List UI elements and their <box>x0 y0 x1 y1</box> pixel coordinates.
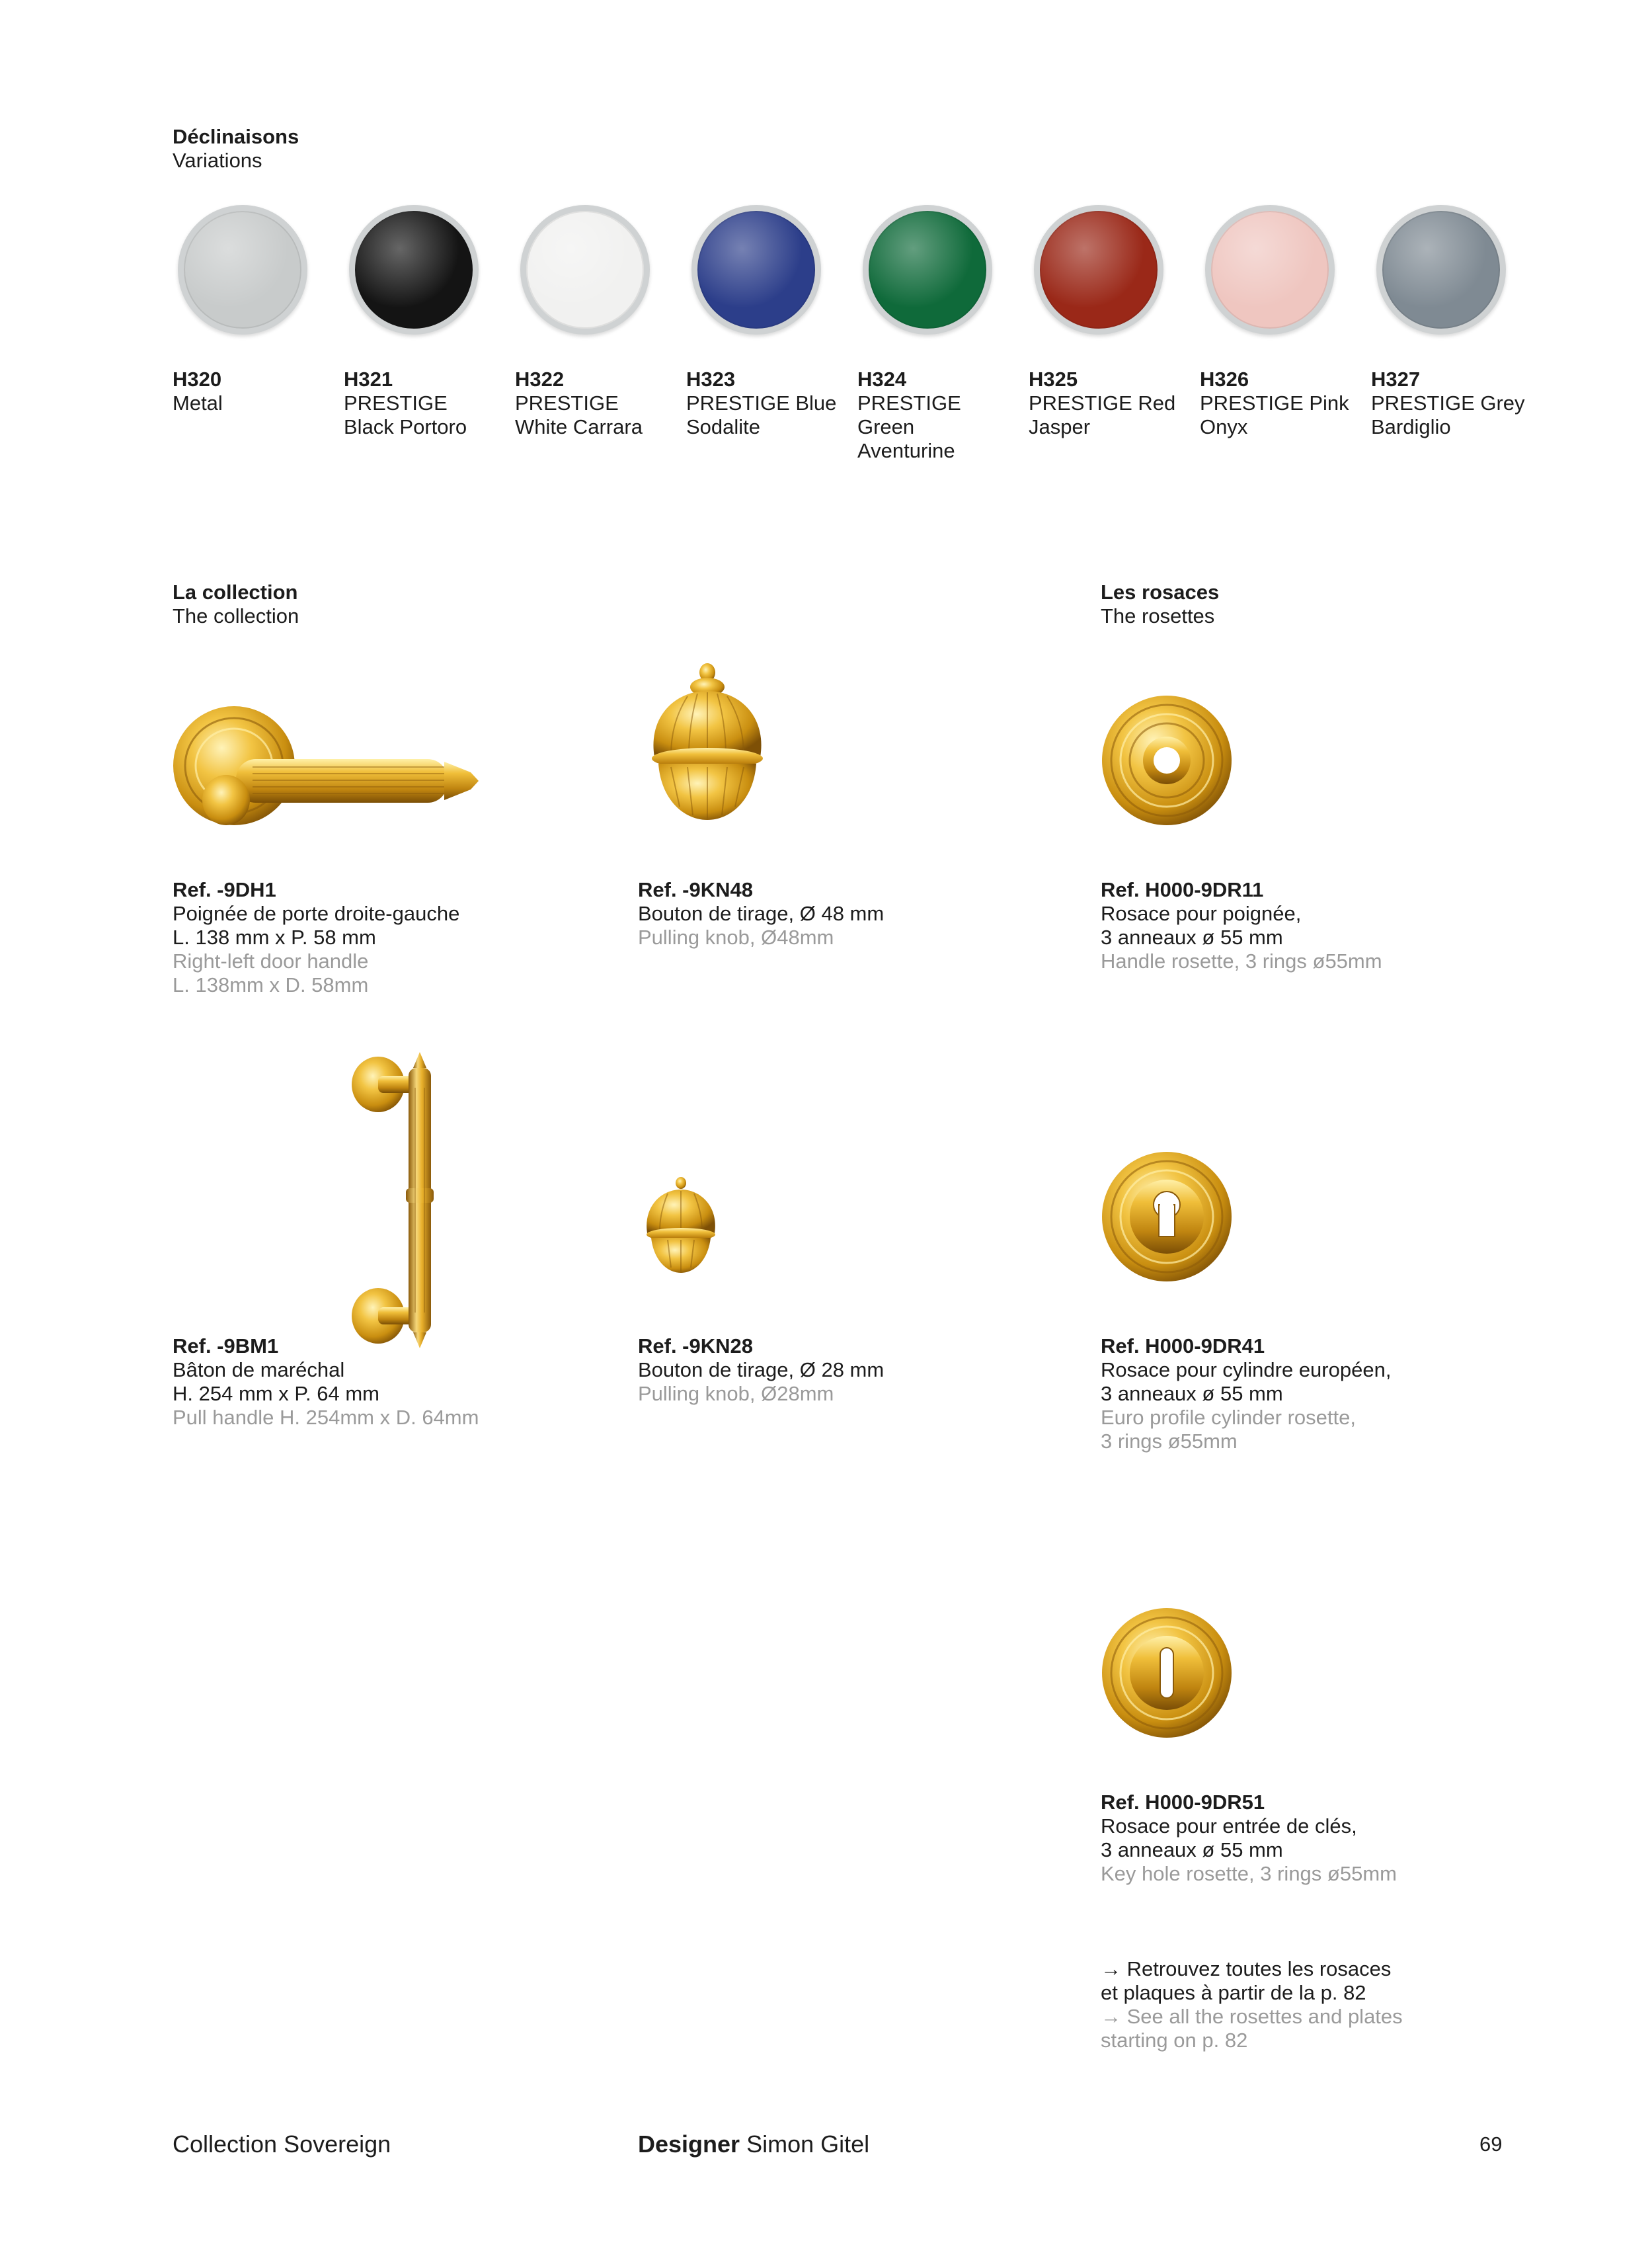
swatch-code: H326 <box>1200 368 1249 391</box>
swatch-name: Aventurine <box>857 439 955 462</box>
swatch-label <box>1371 368 1525 439</box>
product-9bm1 <box>173 1334 479 1430</box>
swatch-color-disc <box>863 205 992 335</box>
swatch-h321[interactable] <box>349 205 479 335</box>
product-9dh1 <box>173 878 459 997</box>
swatch-code: H320 <box>173 368 222 391</box>
footer-designer <box>638 2130 869 2158</box>
note-en-line: → See all the rosettes and plates <box>1101 2005 1403 2028</box>
handle-rosette-image <box>1101 694 1233 827</box>
variations-title: Déclinaisons <box>173 125 299 148</box>
product-fr-line: 3 anneaux ø 55 mm <box>1101 1382 1283 1405</box>
swatch-color-disc <box>1376 205 1506 335</box>
note-en-line: starting on p. 82 <box>1101 2029 1248 2052</box>
swatch-code: H323 <box>686 368 736 391</box>
swatch-label <box>857 368 961 463</box>
swatch-name: Jasper <box>1029 415 1091 438</box>
swatch-h327[interactable] <box>1376 205 1506 335</box>
swatch-h325[interactable] <box>1034 205 1163 335</box>
product-fr-line: Bouton de tirage, Ø 48 mm <box>638 902 885 925</box>
swatch-h323[interactable] <box>691 205 821 335</box>
product-h000-9dr51 <box>1101 1791 1397 1886</box>
collection-subtitle: The collection <box>173 604 299 628</box>
product-en-line: L. 138mm x D. 58mm <box>173 973 369 996</box>
swatch-name: PRESTIGE Red <box>1029 391 1176 415</box>
swatch-h320[interactable] <box>178 205 307 335</box>
product-ref: Ref. -9KN48 <box>638 878 753 901</box>
collection-heading <box>173 581 299 628</box>
product-ref: Ref. H000-9DR51 <box>1101 1791 1265 1814</box>
swatch-label <box>686 368 836 439</box>
product-9kn28 <box>638 1334 884 1406</box>
product-en-line: 3 rings ø55mm <box>1101 1430 1238 1453</box>
pull-handle-image <box>344 1048 443 1352</box>
note-fr-line: et plaques à partir de la p. 82 <box>1101 1981 1366 2004</box>
product-ref: Ref. -9KN28 <box>638 1334 753 1357</box>
footer-designer-label: Designer <box>638 2130 740 2158</box>
variations-subtitle: Variations <box>173 149 262 172</box>
product-fr-line: 3 anneaux ø 55 mm <box>1101 1838 1283 1861</box>
swatch-name: PRESTIGE <box>515 391 619 415</box>
swatch-name: PRESTIGE <box>857 391 961 415</box>
product-fr-line: Poignée de porte droite-gauche <box>173 902 460 925</box>
swatch-color-disc <box>691 205 821 335</box>
rosettes-page-reference[interactable] <box>1101 1957 1403 2052</box>
note-fr-line: → Retrouvez toutes les rosaces <box>1101 1957 1392 1980</box>
swatch-name: PRESTIGE Grey <box>1371 391 1525 415</box>
swatch-name: Bardiglio <box>1371 415 1451 438</box>
product-ref: Ref. H000-9DR41 <box>1101 1334 1265 1357</box>
rosettes-title: Les rosaces <box>1101 581 1220 604</box>
swatch-name: Green <box>857 415 915 438</box>
product-en-line: Euro profile cylinder rosette, <box>1101 1406 1356 1429</box>
product-fr-line: Bouton de tirage, Ø 28 mm <box>638 1358 885 1381</box>
product-fr-line: Rosace pour cylindre européen, <box>1101 1358 1392 1381</box>
footer-collection-name: Collection Sovereign <box>173 2130 391 2158</box>
swatch-code: H325 <box>1029 368 1078 391</box>
swatch-label <box>1200 368 1349 439</box>
door-handle-image <box>173 701 484 833</box>
footer-designer-name: Simon Gitel <box>746 2130 870 2158</box>
swatch-name: PRESTIGE <box>344 391 448 415</box>
swatch-color-disc <box>1205 205 1335 335</box>
swatch-h324[interactable] <box>863 205 992 335</box>
swatch-name: PRESTIGE Blue <box>686 391 837 415</box>
rosettes-subtitle: The rosettes <box>1101 604 1215 628</box>
swatch-color-disc <box>349 205 479 335</box>
swatch-h322[interactable] <box>520 205 650 335</box>
page-number: 69 <box>1479 2132 1503 2156</box>
pulling-knob-28-image <box>638 1174 724 1279</box>
swatch-name: PRESTIGE Pink <box>1200 391 1349 415</box>
swatch-label <box>344 368 467 439</box>
swatch-code: H322 <box>515 368 565 391</box>
swatch-name: White Carrara <box>515 415 643 438</box>
key-hole-rosette-image <box>1101 1607 1233 1739</box>
product-h000-9dr11 <box>1101 878 1382 973</box>
product-h000-9dr41 <box>1101 1334 1391 1453</box>
swatch-name: Black Portoro <box>344 415 467 438</box>
swatch-name: Onyx <box>1200 415 1248 438</box>
product-en-line: Right-left door handle <box>173 950 369 973</box>
rosettes-heading <box>1101 581 1219 628</box>
swatch-label <box>515 368 643 439</box>
product-en-line: Handle rosette, 3 rings ø55mm <box>1101 950 1382 973</box>
product-en-line: Pulling knob, Ø28mm <box>638 1382 834 1405</box>
product-en-line: Pull handle H. 254mm x D. 64mm <box>173 1406 479 1429</box>
pulling-knob-48-image <box>635 658 780 830</box>
swatch-h326[interactable] <box>1205 205 1335 335</box>
swatch-color-disc <box>1034 205 1163 335</box>
swatch-label <box>1029 368 1175 439</box>
swatch-code: H321 <box>344 368 393 391</box>
product-en-line: Pulling knob, Ø48mm <box>638 926 834 949</box>
product-fr-line: 3 anneaux ø 55 mm <box>1101 926 1283 949</box>
swatch-color-disc <box>520 205 650 335</box>
variations-heading <box>173 125 299 173</box>
swatch-code: H327 <box>1371 368 1421 391</box>
product-fr-line: L. 138 mm x P. 58 mm <box>173 926 376 949</box>
swatch-name: Metal <box>173 391 223 415</box>
product-9kn48 <box>638 878 884 950</box>
product-ref: Ref. -9DH1 <box>173 878 276 901</box>
product-fr-line: Rosace pour entrée de clés, <box>1101 1814 1357 1838</box>
swatch-code: H324 <box>857 368 907 391</box>
product-fr-line: Bâton de maréchal <box>173 1358 345 1381</box>
swatch-label <box>173 368 223 415</box>
product-ref: Ref. -9BM1 <box>173 1334 279 1357</box>
collection-title: La collection <box>173 581 298 604</box>
swatch-name: Sodalite <box>686 415 761 438</box>
euro-cylinder-rosette-image <box>1101 1151 1233 1283</box>
product-fr-line: Rosace pour poignée, <box>1101 902 1302 925</box>
product-ref: Ref. H000-9DR11 <box>1101 878 1264 901</box>
product-en-line: Key hole rosette, 3 rings ø55mm <box>1101 1862 1397 1885</box>
swatch-color-disc <box>178 205 307 335</box>
product-fr-line: H. 254 mm x P. 64 mm <box>173 1382 379 1405</box>
